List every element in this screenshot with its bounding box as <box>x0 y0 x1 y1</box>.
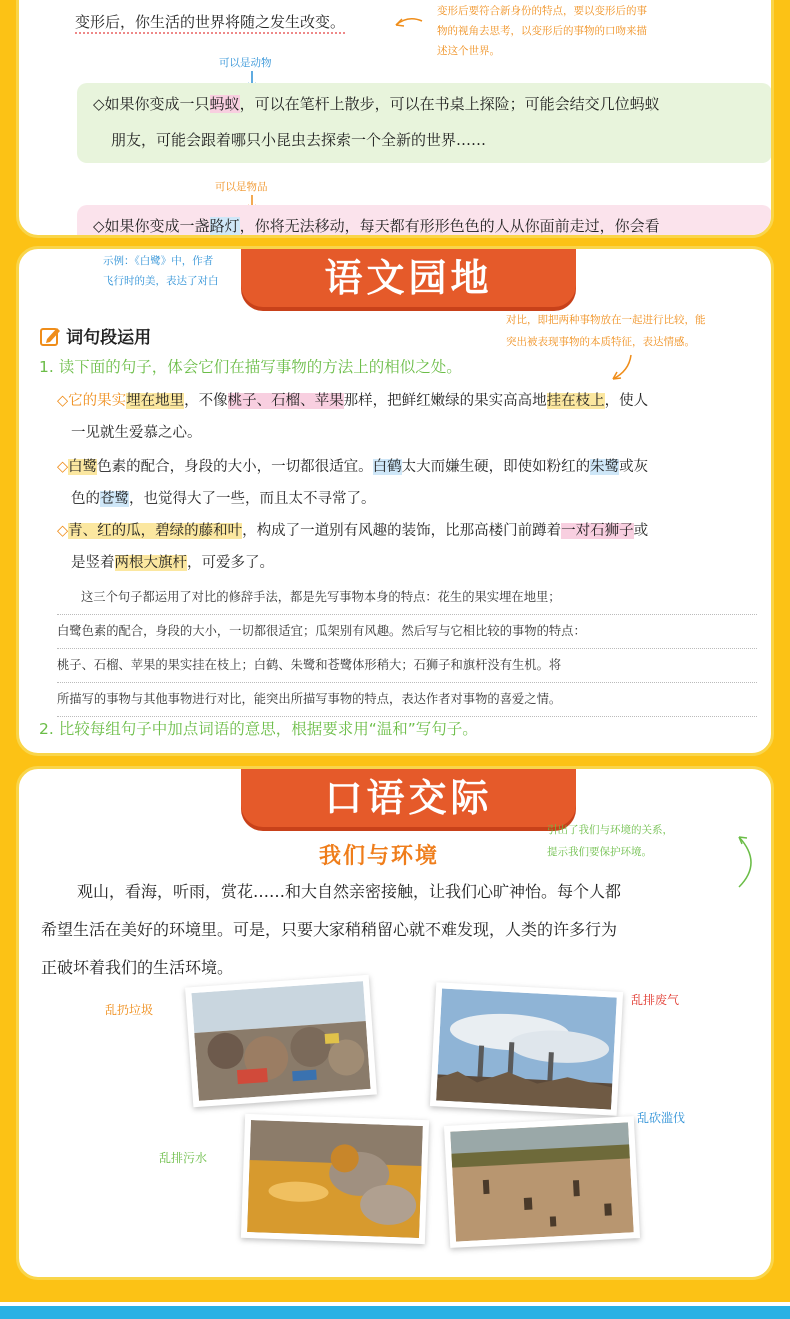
ant-word: 蚂蚁 <box>209 95 240 113</box>
note-animal: 可以是动物 <box>219 57 272 69</box>
sewage-image <box>247 1120 423 1238</box>
side-note: 示例：《白鹭》中，作者 飞行时的美，表达了对白 <box>103 255 219 287</box>
note-object: 可以是物品 <box>215 181 268 193</box>
logging-label: 乱砍滥伐 <box>637 1111 686 1125</box>
ant-example-box: ◇如果你变成一只蚂蚁，可以在笔杆上散步，可以在书桌上探险；可能会结交几位蚂蚁 朋友，可能会跟着哪只小昆虫去探索一个全新的世界…… <box>77 83 772 163</box>
sewage-label: 乱排污水 <box>159 1151 208 1165</box>
transform-note: 变形后要符合新身份的特点，要以变形后的事 物的视角去思考，以变形后的事物的口吻来描 述这个世界。 <box>437 5 647 57</box>
garbage-photo <box>185 975 377 1108</box>
top-content-panel <box>16 0 774 238</box>
question-2: 2. 比较每组句子中加点词语的意思，根据要求用“温和”写句子。 <box>39 720 478 738</box>
logging-photo <box>444 1116 640 1248</box>
sentence-melon: ◇青、红的瓜，碧绿的藤和叶，构成了一道别有风趣的装饰，比那高楼门前蹲着一对石狮子或 <box>57 523 649 539</box>
edit-note-icon <box>39 325 61 347</box>
logging-image <box>450 1122 634 1241</box>
exhaust-photo <box>430 982 623 1116</box>
topic-note: 引出了我们与环境的关系， 提示我们要保护环境。 <box>547 824 673 858</box>
arrow-icon <box>394 13 434 33</box>
section-title: 词句段运用 <box>66 328 152 348</box>
question-1: 1. 读下面的句子，体会它们在描写事物的方法上的相似之处。 <box>39 358 462 376</box>
exhaust-image <box>436 988 617 1109</box>
section-banner: 口语交际 <box>241 769 576 827</box>
lamp-example-box: ◇如果你变成一盏路灯，你将无法移动，每天都有形形色色的人从你面前走过，你会看 <box>77 205 772 238</box>
topic-title: 我们与环境 <box>319 844 440 869</box>
analysis-paragraph: 这三个句子都运用了对比的修辞手法，都是先写事物本身的特点：花生的果实埋在地里； 白鹭色素的配合，身段的大小，一切都很适宜；瓜架别有风趣。然后写与它相比较的事物的特点： 桃子、石榴、苹果的果实挂在枝上；白鹤、朱鹭和苍鹭体形稍大；石狮子和旗杆没有生机。将 所描写的事物与其他事物进行对比，能突出所描写事物的特点，表达作者对事物的喜爱之情。 <box>57 581 757 717</box>
transform-line: 变形后，你生活的世界将随之发生改变。 <box>75 11 345 34</box>
lamp-word: 路灯 <box>209 217 240 235</box>
garbage-image <box>191 981 370 1101</box>
sentence-egret: ◇白鹭色素的配合，身段的大小，一切都很适宜。白鹤太大而嫌生硬，即使如粉红的朱鹭或灰 <box>57 459 649 475</box>
intro-paragraph: 观山，看海，听雨，赏花……和大自然亲密接触，让我们心旷神怡。每个人都 希望生活在美好的环境里。可是，只要大家稍稍留心就不难发现，人类的许多行为 正破坏着我们的生活环境。 <box>41 882 622 977</box>
oral-communication-panel <box>16 766 774 1280</box>
bottom-bar <box>0 1302 790 1319</box>
contrast-note: 对比，即把两种事物放在一起进行比较，能 突出被表现事物的本质特征，表达情感。 <box>506 314 706 348</box>
chinese-garden-panel: 示例：《白鹭》中，作者 飞行时的美，表达了对白 语文园地 词句段运用 对比，即把两种事物放在一起进行比较，能 突出被表现事物的本质特征，表达情感。 1. 读下面的句子，体会它们在描写事物的方法上的相似之处。 ◇它的果实埋在地里，不像桃子、石榴、苹果那样，把鲜红嫩绿的果实高高地挂在枝上，使人 一见就生爱慕之心。 ◇白鹭色素的配合，身段的大小，一切都很适宜。白鹤太大而嫌生硬，即使如粉红的朱鹭或灰 色的苍鹭，也觉得大了一些，而且太不寻常了。 ◇青、红的瓜，碧绿的藤和叶，构成了一道别有风趣的装饰，比那高楼门前蹲着一对石狮子或 是竖着两根大旗杆，可爱多了。 这三个句子都运用了对比的修辞手法，都是先写事物本身的特点：花生的果实埋在地里； 白鹭色素的配合，身段的大小，一切都很适宜；瓜架别有风趣。然后写与它相比较的事物的特点： 桃子、石榴、苹果的果实挂在枝上；白鹤、朱鹭和苍鹭体形稍大；石狮子和旗杆没有生机。将 所描写的事物与其他事物进行对比，能突出所描写事物的特点，表达作者对事物的喜爱之情。 2. 比较每组句子中加点词语的意思，根据要求用“温和”写句子。 <box>16 246 774 756</box>
exhaust-label: 乱排废气 <box>631 993 680 1007</box>
sewage-photo <box>241 1114 429 1244</box>
section-heading <box>39 323 151 348</box>
sentence-peanut: ◇它的果实埋在地里，不像桃子、石榴、苹果那样，把鲜红嫩绿的果实高高地挂在枝上，使人 <box>57 393 649 409</box>
section-banner: 语文园地 <box>241 249 576 307</box>
arrow-icon <box>609 353 639 383</box>
garbage-label: 乱扔垃圾 <box>105 1003 154 1017</box>
arrow-icon <box>719 833 759 893</box>
